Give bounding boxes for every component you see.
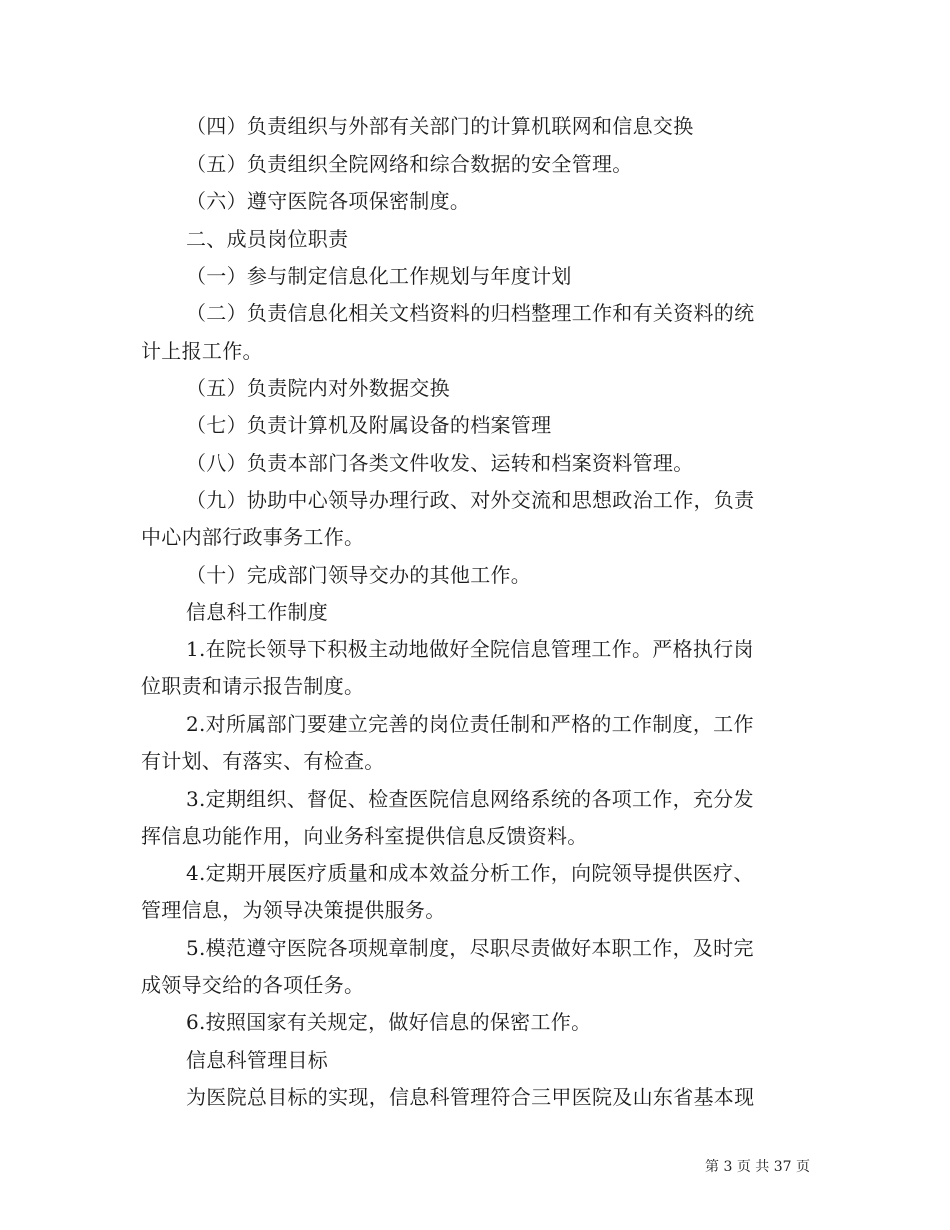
text-line: 3.定期组织、督促、检查医院信息网络系统的各项工作，充分发 <box>186 787 754 811</box>
text-line: （五）负责院内对外数据交换 <box>186 376 450 400</box>
text-line: （十）完成部门领导交办的其他工作。 <box>186 563 532 587</box>
text-line: （一）参与制定信息化工作规划与年度计划 <box>186 264 572 288</box>
page-number-footer: 第 3 页 共 37 页 <box>705 1159 810 1175</box>
text-line: 5.模范遵守医院各项规章制度，尽职尽责做好本职工作，及时完 <box>186 936 754 960</box>
text-line: 2.对所属部门要建立完善的岗位责任制和严格的工作制度，工作 <box>186 712 754 736</box>
text-line: 位职责和请示报告制度。 <box>141 674 365 698</box>
section-heading: 信息科管理目标 <box>186 1048 329 1072</box>
section-heading: 信息科工作制度 <box>186 600 329 624</box>
text-line: （五）负责组织全院网络和综合数据的安全管理。 <box>186 152 633 176</box>
text-line: 6.按照国家有关规定，做好信息的保密工作。 <box>186 1010 592 1034</box>
text-line: （八）负责本部门各类文件收发、运转和档案资料管理。 <box>186 451 694 475</box>
section-heading: 二、成员岗位职责 <box>186 227 349 251</box>
text-line: （二）负责信息化相关文档资料的归档整理工作和有关资料的统 <box>186 301 755 325</box>
text-line: 中心内部行政事务工作。 <box>141 525 365 549</box>
text-line: 挥信息功能作用，向业务科室提供信息反馈资料。 <box>141 824 588 848</box>
text-line: 4.定期开展医疗质量和成本效益分析工作，向院领导提供医疗、 <box>186 861 754 885</box>
text-line: 管理信息，为领导决策提供服务。 <box>141 898 446 922</box>
text-line: 计上报工作。 <box>141 339 263 363</box>
text-line: （四）负责组织与外部有关部门的计算机联网和信息交换 <box>186 114 694 138</box>
text-line: 1.在院长领导下积极主动地做好全院信息管理工作。严格执行岗 <box>186 637 754 661</box>
text-line: （七）负责计算机及附属设备的档案管理 <box>186 413 552 437</box>
text-line: 成领导交给的各项任务。 <box>141 973 365 997</box>
text-line: 为医院总目标的实现，信息科管理符合三甲医院及山东省基本现 <box>186 1085 755 1109</box>
text-line: （九）协助中心领导办理行政、对外交流和思想政治工作，负责 <box>186 488 755 512</box>
text-line: （六）遵守医院各项保密制度。 <box>186 189 471 213</box>
text-line: 有计划、有落实、有检查。 <box>141 749 385 773</box>
